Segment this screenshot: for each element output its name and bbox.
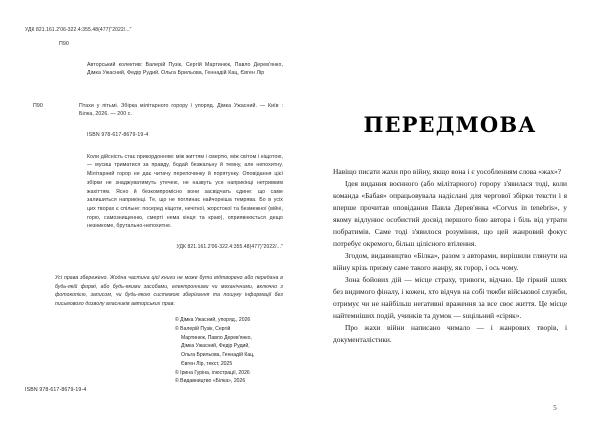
book-annotation: Коли дійсність стає прикордонням: між життям і смертю, між світом і ніщотою, — мусиш триматися за правду, бодай безжальну й темну, але непохитну. Мілітарний горор не дає читачу перепочинку й порятунку. Оповідання цієї збірки не знаджуватимуть утечею, не назвуть усе наприкінці нетривким жахіттям. Ясно й безкомпромісно вони засвідчать єдине: що саме залишиться наприкінці. Те, що не поглинає найчорніша темрява. Бо в усіх цих творах є спільне: посеред ніщоти, нечіткої, жорстокої та безмежної (війні, горю, самознищенню, смерті нема кінця та краю), оприявнюється дещо незникоме, брутально-непохитне. bbox=[87, 153, 283, 230]
copyright-line: Мартинюк, Павло Дерев'янко, bbox=[181, 334, 252, 341]
copyright-line: Дімка Ужасний, Федір Рудий, bbox=[181, 343, 250, 350]
udk-code-top: УДК 821.161.2'06-322.4:355.48(477)"2022/..." bbox=[25, 27, 132, 33]
author-collective-text: Авторський колектив: Валерій Пузік, Сергій Мартинюк, Павло Дерев'янко, Дімка Ужасний, Федір Рудий, Ольга Брильова, Геннадій Кац, Євген Лір bbox=[87, 61, 283, 77]
catalog-mark-record: П90 bbox=[33, 102, 43, 109]
foreword-page bbox=[300, 0, 600, 439]
copyright-line: © Видавництво «Білка», 2026 bbox=[175, 378, 246, 385]
bibliographic-record bbox=[25, 102, 283, 119]
copyright-line: © Дімка Ужасний, упоряд., 2026 bbox=[175, 317, 251, 323]
bibliographic-description: Птахи у пітьмі. Збірка мілітарного горору / упоряд. Дімка Ужасний. — Київ : Білка, 2026. — 200 с. bbox=[79, 102, 283, 118]
page-number: 5 bbox=[553, 404, 557, 412]
copyright-line: © Ірина Гуріна, ілюстрації, 2026 bbox=[175, 369, 250, 376]
copyright-line: Євген Лір, текст, 2025 bbox=[181, 360, 233, 367]
foreword-paragraph: Зона бойових дій — місце страху, тривоги, відчаю. Це гіркий шлях без видимого фіналу, і кожен, хто відчув на собі тяжби військової служби, отримує чи не найбільш негативні враження за все своє життя. Це місце найтемніших подій, учинків та думок — suцільний «сіряк». bbox=[333, 274, 567, 320]
isbn-bottom: ISBN 978-617-8679-19-4 bbox=[25, 387, 87, 393]
foreword-heading: ПЕРЕДМОВА bbox=[363, 112, 537, 137]
colophon-block bbox=[25, 316, 283, 386]
copyright-line: Ольга Брильова, Геннадій Кац, bbox=[181, 352, 255, 358]
foreword-body bbox=[333, 166, 567, 346]
catalog-mark-top: П90 bbox=[59, 40, 69, 47]
isbn-top: ISBN 978-617-8679-19-4 bbox=[87, 131, 149, 138]
imprint-block bbox=[25, 27, 283, 309]
rights-notice: Усі права збережено. Жодна частина цієї книги не може бути відтворено або передана в будь-якій формі, або будь-якими засобами, електронними чи механічними, включно з фотокопією, записом, чи будь-якою системою зберігання та пошуку інформації без письмового дозволу власників авторських прав. bbox=[55, 274, 283, 307]
udk-code-repeat: УДК 821.161.2'06-322.4:355.48(477)"2022/..." bbox=[176, 244, 283, 251]
foreword-paragraph: Ідея видання воєнного (або мілітарного) горору з'явилася тоді, коли команда «Бабая» опрацьовувала надіслані для чергової збірки тексти і я вперше прочитав оповідання Павла Дерев'янка «Corvus in tenebris», у якому відлунює особистий досвід першого бою автора і біль від утрати побратимів. Саме тоді з'явилося розуміння, що цей жанровий фокус потребує окремого, більш цілісного втілення. bbox=[333, 178, 567, 248]
foreword-paragraph: Про жахи війни написано чимало — і жанрових творів, і документалістики. bbox=[333, 322, 567, 344]
copyright-line: © Валерій Пузік, Сергій bbox=[175, 325, 231, 332]
foreword-paragraph: Навіщо писати жахи про війну, якщо вона і є уособленням слова «жах»? bbox=[333, 167, 562, 176]
foreword-paragraph: Згодом, видавництво «Білка», разом з авторами, вирішили глянути на війну крізь призму саме такого жанру, як горор, і ось чому. bbox=[333, 250, 567, 272]
copyright-list bbox=[175, 316, 283, 386]
